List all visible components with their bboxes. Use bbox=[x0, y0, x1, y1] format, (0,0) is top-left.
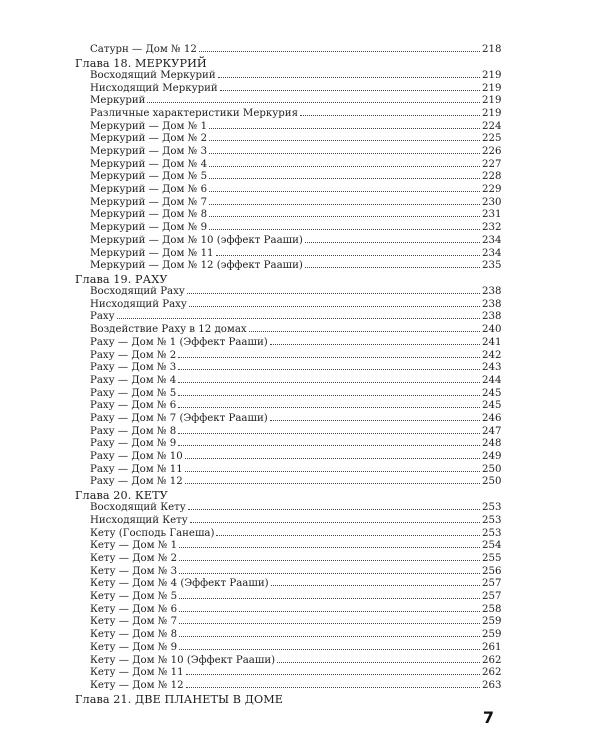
entry-title: Раху — Дом № 1 (Эффект Рааши) bbox=[90, 336, 268, 348]
toc-chapter-heading bbox=[75, 489, 498, 502]
toc-entry bbox=[75, 502, 502, 515]
entry-page-number: 232 bbox=[482, 222, 502, 234]
entry-page-number: 230 bbox=[482, 196, 502, 208]
toc-entry bbox=[75, 679, 502, 693]
entry-title: Меркурий — Дом № 6 bbox=[90, 184, 208, 196]
entry-page-number: 229 bbox=[482, 184, 502, 196]
entry-page-number: 241 bbox=[482, 336, 502, 348]
entry-page-number: 248 bbox=[482, 438, 502, 450]
dot-leader bbox=[179, 610, 480, 612]
chapter-title: Глава 21. ДВЕ ПЛАНЕТЫ В ДОМЕ bbox=[75, 692, 284, 706]
toc-entry bbox=[75, 171, 502, 184]
dot-leader bbox=[178, 381, 480, 383]
toc-entry bbox=[75, 412, 502, 426]
toc-entry bbox=[75, 629, 502, 642]
entry-title: Меркурий — Дом № 1 bbox=[90, 120, 208, 132]
toc-entry bbox=[75, 107, 502, 121]
entry-page-number: 250 bbox=[482, 463, 502, 475]
entry-title: Раху — Дом № 8 bbox=[90, 425, 177, 437]
entry-page-number: 247 bbox=[482, 425, 502, 437]
entry-title: Кету — Дом № 2 bbox=[90, 553, 178, 564]
dot-leader bbox=[117, 317, 480, 319]
dot-leader bbox=[147, 101, 480, 103]
toc-entry bbox=[75, 209, 502, 222]
chapter-title: Глава 19. РАХУ bbox=[75, 272, 168, 286]
entry-title: Кету — Дом № 8 bbox=[90, 629, 178, 641]
entry-page-number: 261 bbox=[482, 641, 502, 653]
entry-title: Восходящий Раху bbox=[90, 286, 185, 298]
dot-leader bbox=[209, 215, 480, 217]
toc-entry bbox=[75, 476, 502, 489]
chapter-title: Глава 18. МЕРКУРИЙ bbox=[75, 56, 207, 70]
entry-title: Кету — Дом № 1 bbox=[90, 540, 178, 552]
entry-page-number: 219 bbox=[482, 95, 502, 107]
toc-entry bbox=[75, 260, 502, 273]
toc-entry bbox=[75, 95, 502, 108]
entry-page-number: 238 bbox=[482, 298, 502, 310]
entry-page-number: 250 bbox=[482, 476, 502, 488]
dot-leader bbox=[178, 444, 480, 446]
dot-leader bbox=[199, 50, 480, 52]
entry-title: Кету — Дом № 6 bbox=[90, 603, 178, 615]
dot-leader bbox=[305, 241, 480, 243]
entry-page-number: 234 bbox=[482, 247, 502, 259]
toc-entry bbox=[75, 641, 502, 655]
toc-entry bbox=[75, 463, 502, 477]
entry-title: Сатурн — Дом № 12 bbox=[90, 44, 197, 55]
entry-title: Кету — Дом № 7 bbox=[90, 616, 178, 628]
entry-page-number: 238 bbox=[482, 311, 502, 323]
entry-page-number: 231 bbox=[482, 209, 502, 221]
entry-title: Меркурий — Дом № 3 bbox=[90, 146, 208, 157]
entry-title: Раху — Дом № 10 bbox=[90, 451, 183, 462]
entry-page-number: 244 bbox=[482, 374, 502, 386]
dot-leader bbox=[178, 368, 480, 370]
dot-leader bbox=[270, 343, 480, 345]
dot-leader bbox=[178, 394, 480, 396]
entry-page-number: 245 bbox=[482, 400, 502, 412]
dot-leader bbox=[209, 228, 480, 230]
dot-leader bbox=[189, 305, 480, 307]
dot-leader bbox=[179, 635, 480, 637]
toc-entry bbox=[75, 451, 502, 464]
toc-entry bbox=[75, 298, 502, 312]
entry-page-number: 235 bbox=[482, 260, 502, 272]
entry-title: Различные характеристики Меркурия bbox=[90, 107, 299, 119]
entry-page-number: 255 bbox=[482, 553, 502, 564]
dot-leader bbox=[209, 177, 480, 179]
entry-title: Раху — Дом № 4 bbox=[90, 374, 177, 386]
toc-entry bbox=[75, 44, 502, 57]
entry-title: Меркурий — Дом № 10 (эффект Рааши) bbox=[90, 234, 303, 246]
entry-title: Меркурий — Дом № 2 bbox=[90, 133, 208, 145]
entry-title: Раху — Дом № 7 (Эффект Рааши) bbox=[90, 412, 268, 424]
toc-chapter-heading bbox=[75, 57, 498, 70]
entry-title: Меркурий — Дом № 9 bbox=[90, 222, 208, 234]
entry-page-number: 253 bbox=[482, 527, 502, 539]
entry-title: Кету — Дом № 5 bbox=[90, 591, 178, 603]
entry-page-number: 234 bbox=[482, 234, 502, 246]
entry-page-number: 228 bbox=[482, 171, 502, 183]
dot-leader bbox=[179, 546, 480, 548]
entry-title: Кету (Господь Ганеша) bbox=[90, 527, 215, 539]
entry-page-number: 224 bbox=[482, 120, 502, 132]
dot-leader bbox=[179, 559, 480, 561]
entry-page-number: 240 bbox=[482, 324, 502, 336]
toc-entry bbox=[75, 400, 502, 413]
dot-leader bbox=[178, 356, 480, 358]
dot-leader bbox=[270, 419, 480, 421]
chapter-title: Глава 20. КЕТУ bbox=[75, 489, 168, 503]
entry-page-number: 259 bbox=[482, 616, 502, 628]
toc-entry bbox=[75, 158, 502, 172]
entry-page-number: 219 bbox=[482, 107, 502, 119]
dot-leader bbox=[190, 521, 480, 523]
dot-leader bbox=[186, 673, 480, 675]
entry-title: Восходящий Меркурий bbox=[90, 69, 216, 81]
dot-leader bbox=[249, 330, 480, 332]
entry-title: Меркурий — Дом № 5 bbox=[90, 171, 208, 183]
entry-page-number: 238 bbox=[482, 286, 502, 298]
dot-leader bbox=[209, 127, 480, 129]
page-number: 7 bbox=[482, 708, 494, 727]
toc-entry bbox=[75, 578, 502, 591]
entry-title: Раху — Дом № 6 bbox=[90, 400, 177, 412]
toc-entry bbox=[75, 234, 502, 248]
toc-entry bbox=[75, 82, 502, 96]
dot-leader bbox=[209, 165, 480, 167]
entry-title: Меркурий bbox=[90, 95, 146, 107]
toc-entry bbox=[75, 311, 502, 324]
dot-leader bbox=[185, 457, 480, 459]
entry-title: Нисходящий Меркурий bbox=[90, 82, 218, 94]
entry-title: Кету — Дом № 12 bbox=[90, 679, 184, 691]
toc-entry bbox=[75, 184, 502, 197]
dot-leader bbox=[187, 292, 480, 294]
entry-page-number: 258 bbox=[482, 603, 502, 615]
toc-chapter-heading bbox=[75, 273, 498, 286]
toc-entry bbox=[75, 591, 502, 604]
toc-entry bbox=[75, 565, 502, 579]
entry-page-number: 246 bbox=[482, 412, 502, 424]
dot-leader bbox=[186, 686, 480, 688]
toc-entry bbox=[75, 336, 502, 350]
entry-title: Меркурий — Дом № 8 bbox=[90, 209, 208, 221]
entry-page-number: 263 bbox=[482, 679, 502, 691]
entry-page-number: 257 bbox=[482, 578, 502, 590]
dot-leader bbox=[185, 482, 480, 484]
entry-title: Меркурий — Дом № 12 (эффект Рааши) bbox=[90, 260, 303, 272]
dot-leader bbox=[305, 266, 480, 268]
toc-entry bbox=[75, 540, 502, 553]
dot-leader bbox=[271, 584, 480, 586]
dot-leader bbox=[179, 597, 480, 599]
entry-page-number: 262 bbox=[482, 654, 502, 666]
entry-page-number: 243 bbox=[482, 362, 502, 374]
dot-leader bbox=[209, 203, 480, 205]
entry-page-number: 218 bbox=[482, 44, 502, 55]
entry-title: Восходящий Кету bbox=[90, 502, 186, 514]
toc-entry bbox=[75, 654, 502, 668]
dot-leader bbox=[216, 254, 480, 256]
entry-page-number: 242 bbox=[482, 349, 502, 361]
dot-leader bbox=[220, 89, 480, 91]
entry-title: Меркурий — Дом № 11 bbox=[90, 247, 214, 259]
entry-page-number: 225 bbox=[482, 133, 502, 145]
toc-entry bbox=[75, 374, 502, 388]
entry-page-number: 254 bbox=[482, 540, 502, 552]
entry-page-number: 259 bbox=[482, 629, 502, 641]
toc-entry bbox=[75, 120, 502, 134]
entry-title: Раху bbox=[90, 311, 115, 323]
entry-page-number: 253 bbox=[482, 502, 502, 514]
toc-entry bbox=[75, 196, 502, 210]
toc-entry bbox=[75, 146, 502, 159]
entry-title: Меркурий — Дом № 4 bbox=[90, 158, 208, 170]
entry-title: Нисходящий Кету bbox=[90, 514, 188, 526]
toc-entry bbox=[75, 616, 502, 629]
entry-title: Кету — Дом № 4 (Эффект Рааши) bbox=[90, 578, 269, 590]
entry-title: Раху — Дом № 5 bbox=[90, 387, 177, 399]
toc-entry bbox=[75, 324, 502, 337]
toc-chapter-heading bbox=[75, 693, 498, 706]
entry-page-number: 219 bbox=[482, 82, 502, 94]
dot-leader bbox=[179, 622, 480, 624]
toc-entry bbox=[75, 438, 502, 451]
dot-leader bbox=[218, 76, 480, 78]
entry-title: Раху — Дом № 2 bbox=[90, 349, 177, 361]
toc-entry bbox=[75, 349, 502, 363]
dot-leader bbox=[185, 470, 480, 472]
entry-title: Раху — Дом № 12 bbox=[90, 476, 183, 488]
table-of-contents bbox=[75, 44, 502, 706]
entry-title: Кету — Дом № 11 bbox=[90, 667, 184, 679]
dot-leader bbox=[300, 114, 480, 116]
dot-leader bbox=[179, 648, 480, 650]
toc-entry bbox=[75, 553, 502, 566]
dot-leader bbox=[209, 190, 480, 192]
dot-leader bbox=[188, 508, 480, 510]
toc-entry bbox=[75, 222, 502, 235]
entry-title: Меркурий — Дом № 7 bbox=[90, 196, 208, 208]
toc-entry bbox=[75, 247, 502, 261]
dot-leader bbox=[209, 152, 480, 154]
dot-leader bbox=[216, 534, 480, 536]
toc-entry bbox=[75, 667, 502, 680]
entry-page-number: 227 bbox=[482, 158, 502, 170]
entry-page-number: 262 bbox=[482, 667, 502, 679]
entry-page-number: 245 bbox=[482, 387, 502, 399]
toc-entry bbox=[75, 69, 502, 83]
toc-entry bbox=[75, 527, 502, 541]
toc-entry bbox=[75, 387, 502, 401]
entry-title: Раху — Дом № 11 bbox=[90, 463, 183, 475]
entry-page-number: 256 bbox=[482, 565, 502, 577]
entry-page-number: 257 bbox=[482, 591, 502, 603]
entry-title: Нисходящий Раху bbox=[90, 298, 187, 310]
entry-title: Кету — Дом № 3 bbox=[90, 565, 178, 577]
entry-title: Воздействие Раху в 12 домах bbox=[90, 324, 247, 336]
toc-entry bbox=[75, 425, 502, 439]
toc-entry bbox=[75, 603, 502, 617]
entry-title: Кету — Дом № 10 (Эффект Рааши) bbox=[90, 654, 276, 666]
dot-leader bbox=[178, 432, 480, 434]
toc-entry bbox=[75, 362, 502, 375]
entry-page-number: 249 bbox=[482, 451, 502, 462]
entry-page-number: 226 bbox=[482, 146, 502, 157]
dot-leader bbox=[178, 406, 480, 408]
entry-page-number: 253 bbox=[482, 514, 502, 526]
toc-entry bbox=[75, 133, 502, 146]
entry-title: Раху — Дом № 9 bbox=[90, 438, 177, 450]
entry-page-number: 219 bbox=[482, 69, 502, 81]
entry-title: Кету — Дом № 9 bbox=[90, 641, 178, 653]
entry-title: Раху — Дом № 3 bbox=[90, 362, 177, 374]
dot-leader bbox=[209, 139, 480, 141]
dot-leader bbox=[277, 661, 480, 663]
toc-entry bbox=[75, 286, 502, 299]
dot-leader bbox=[179, 572, 480, 574]
toc-entry bbox=[75, 514, 502, 528]
